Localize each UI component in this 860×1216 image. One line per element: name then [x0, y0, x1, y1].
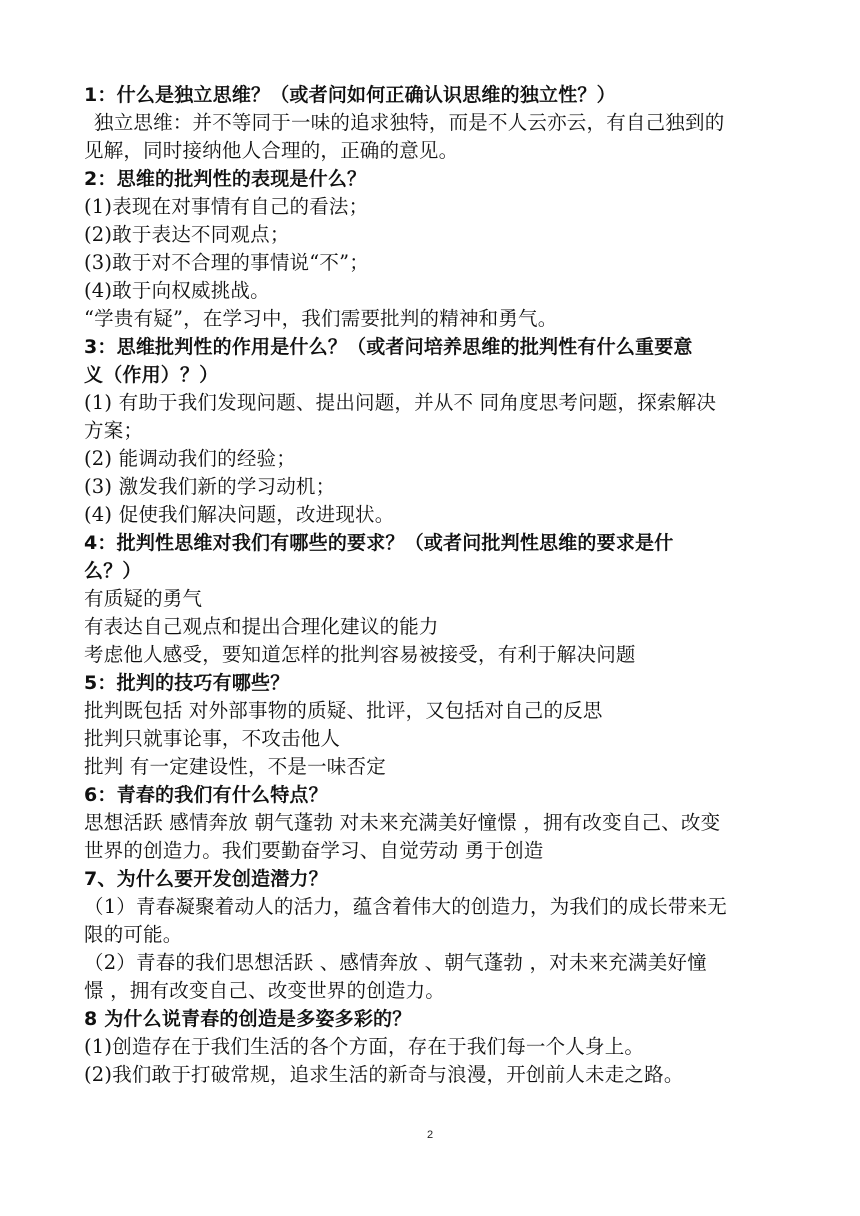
page-number: 2: [426, 1129, 434, 1141]
question-heading-5: 5：批判的技巧有哪些？: [84, 672, 290, 694]
question-heading-3-cont: 义（作用）？）: [84, 364, 219, 386]
question-heading-7: 7、为什么要开发创造潜力？: [84, 868, 328, 890]
answer-line: (1) 有助于我们发现问题、提出问题，并从不 同角度思考问题，探索解决: [84, 391, 717, 414]
answer-line: 世界的创造力。我们要勤奋学习、自觉劳动 勇于创造: [84, 839, 544, 862]
answer-line: 有质疑的勇气: [84, 587, 203, 610]
answer-line: (1)表现在对事情有自己的看法；: [84, 195, 369, 218]
question-heading-2: 2：思维的批判性的表现是什么？: [84, 168, 367, 190]
answer-line: (4)敢于向权威挑战。: [84, 279, 270, 302]
answer-line: (2)敢于表达不同观点；: [84, 223, 290, 246]
answer-line: 批判 有一定建设性，不是一味否定: [84, 755, 386, 778]
answer-line: (3) 激发我们新的学习动机；: [84, 475, 336, 498]
question-heading-6: 6：青春的我们有什么特点？: [84, 784, 328, 806]
answer-line: 考虑他人感受，要知道怎样的批判容易被接受，有利于解决问题: [84, 643, 636, 666]
answer-line: 批判既包括 对外部事物的质疑、批评，又包括对自己的反思: [84, 699, 603, 722]
document-body: [84, 81, 784, 1089]
answer-line: (2) 能调动我们的经验；: [84, 447, 296, 470]
question-heading-1: 1：什么是独立思维？（或者问如何正确认识思维的独立性？）: [84, 84, 616, 106]
answer-line: (2)我们敢于打破常规，追求生活的新奇与浪漫，开创前人未走之路。: [84, 1063, 684, 1086]
answer-line: 有表达自己观点和提出合理化建议的能力: [84, 615, 439, 638]
answer-line: “学贵有疑”，在学习中，我们需要批判的精神和勇气。: [84, 307, 558, 330]
answer-line: (4) 促使我们解决问题，改进现状。: [84, 503, 395, 526]
answer-line: （2）青春的我们思想活跃 、感情奔放 、朝气蓬勃 ，对未来充满美好憧: [84, 951, 707, 974]
answer-line: (1)创造存在于我们生活的各个方面，存在于我们每一个人身上。: [84, 1035, 645, 1058]
answer-line: 憬 ，拥有改变自己、改变世界的创造力。: [84, 979, 445, 1002]
answer-line: 方案；: [84, 419, 144, 442]
answer-line: 思想活跃 感情奔放 朝气蓬勃 对未来充满美好憧憬 ，拥有改变自己、改变: [84, 811, 721, 834]
answer-line: (3)敢于对不合理的事情说“不”；: [84, 251, 369, 274]
answer-line: 批判只就事论事，不攻击他人: [84, 727, 341, 750]
question-heading-4-cont: 么？）: [84, 560, 142, 582]
question-heading-4: 4：批判性思维对我们有哪些的要求？（或者问批判性思维的要求是什: [84, 532, 674, 554]
question-heading-3: 3：思维批判性的作用是什么？（或者问培养思维的批判性有什么重要意: [84, 336, 693, 358]
question-heading-8: 8 为什么说青春的创造是多姿多彩的？: [84, 1008, 412, 1030]
answer-line: 限的可能。: [84, 923, 183, 946]
answer-line: （1）青春凝聚着动人的活力，蕴含着伟大的创造力，为我们的成长带来无: [84, 895, 728, 918]
answer-line: 独立思维：并不等同于一味的追求独特，而是不人云亦云，有自己独到的: [94, 111, 725, 134]
answer-line: 见解，同时接纳他人合理的，正确的意见。: [84, 139, 459, 162]
